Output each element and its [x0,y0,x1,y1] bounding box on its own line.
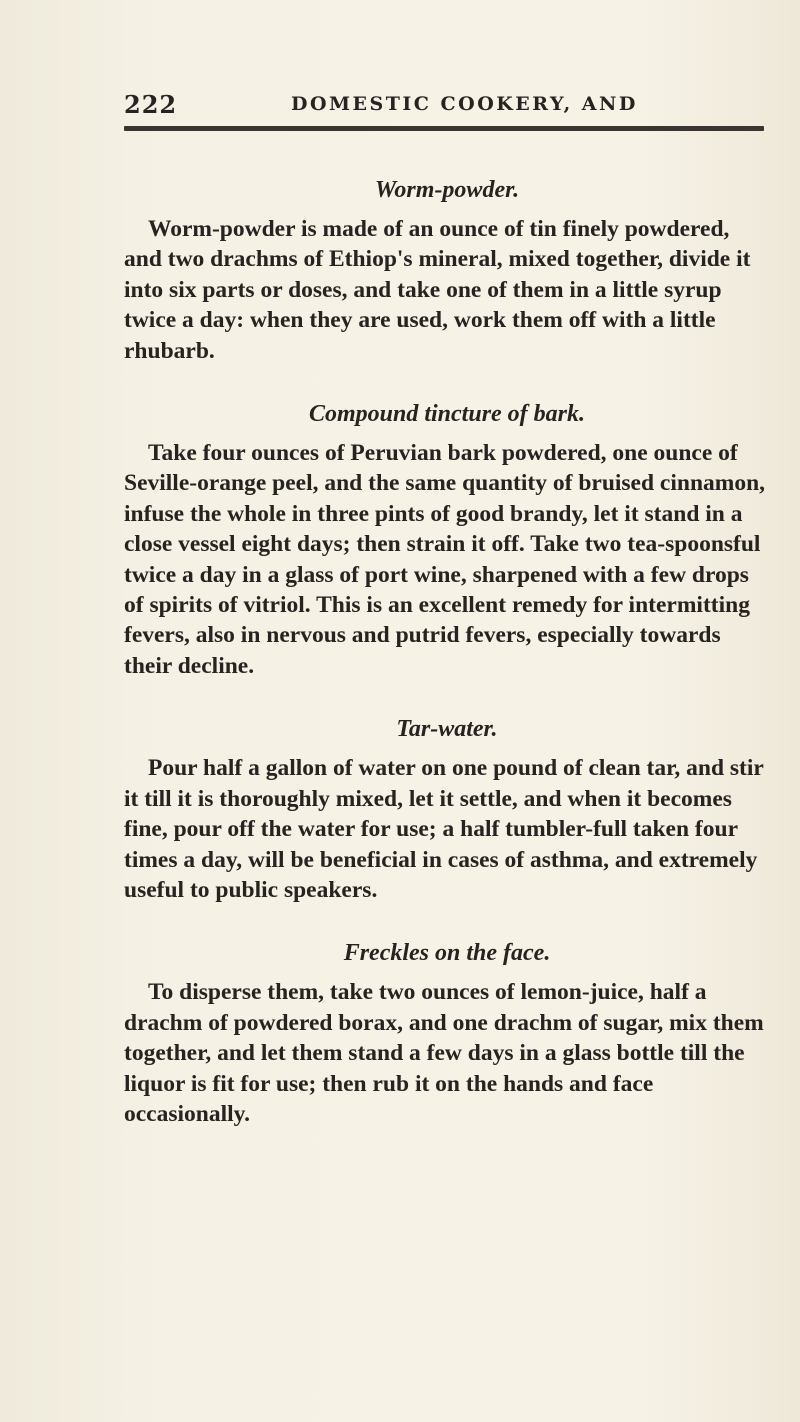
recipe-section [124,939,770,1129]
section-body: Pour half a gallon of water on one pound of clean tar, and stir it till it is thoroughly mixed, let it settle, and when it becomes fine, pour off the water for use; a half tumbler-full taken four times a day, will be beneficial in cases of asthma, and extremely useful to public speakers. [124,755,764,903]
header-rule [124,126,764,131]
section-body: To disperse them, take two ounces of lemon-juice, half a drachm of powdered borax, and one drachm of sugar, mix them together, and let them stand a few days in a glass bottle till the liquor is fit for use; then rub it on the hands and face occasionally. [124,979,764,1127]
section-title: Worm-powder. [374,177,520,203]
page-header [124,90,764,120]
recipe-section [124,400,770,681]
page-content [124,176,770,1129]
section-title: Compound tincture of bark. [308,401,586,428]
recipe-section [124,715,770,905]
section-title: Freckles on the face. [343,940,551,967]
running-head: DOMESTIC COOKERY, AND [291,93,638,115]
section-title: Tar-water. [396,716,498,743]
recipe-section [124,176,770,366]
section-body: Worm-powder is made of an ounce of tin finely powdered, and two drachms of Ethiop's mineral, mixed together, divide it into six parts or doses, and take one of them in a little syrup twice a day: when they are used, work them off with a little rhubarb. [124,216,751,364]
page-number: 222 [124,90,178,119]
section-body: Take four ounces of Peruvian bark powdered, one ounce of Seville-orange peel, and the same quantity of bruised cinnamon, infuse the whole in three pints of good brandy, let it stand in a close vessel eight days; then strain it off. Take two tea-spoonsful twice a day in a glass of port wine, sharpened with a few drops of spirits of vitriol. This is an excellent remedy for intermitting fevers, also in nervous and putrid fevers, especially towards their decline. [124,440,766,679]
